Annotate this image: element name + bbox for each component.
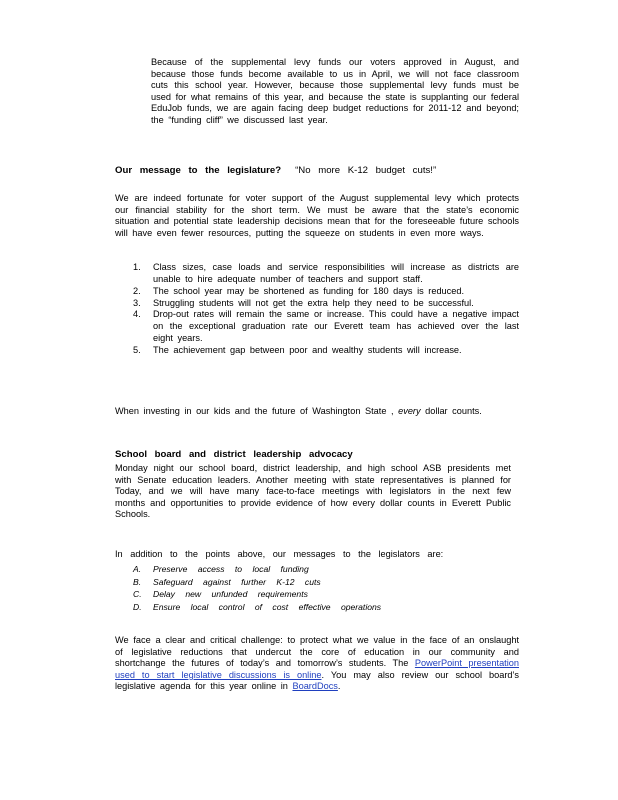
list-item-marker: 3. <box>133 297 141 308</box>
list-item-marker: D. <box>133 601 142 612</box>
list-item <box>133 345 519 357</box>
list-item-marker: 2. <box>133 286 141 297</box>
boarddocs-link[interactable]: BoardDocs <box>292 681 338 692</box>
list-item <box>133 286 519 298</box>
list-item <box>133 309 519 344</box>
advocacy-heading: School board and district leadership advocacy <box>115 449 353 460</box>
list-item-marker: 5. <box>133 345 141 356</box>
every-dollar-emphasis: every <box>398 406 421 416</box>
list-item-marker: 1. <box>133 262 141 272</box>
list-item-text: Class sizes, case loads and service responsibilities will increase as districts are unable to hire adequate number of teachers and support staff. <box>153 262 519 284</box>
list-item <box>133 576 463 589</box>
list-item <box>133 262 519 285</box>
closing-paragraph <box>115 635 519 693</box>
list-item-text: Ensure local control of cost effective operations <box>153 601 382 612</box>
closing-text-after: . <box>337 681 341 692</box>
legislative-points-list <box>133 563 463 613</box>
message-paragraph: We are indeed fortunate for voter support of the August supplemental levy which protects our financial stability for the short term. We must be aware that the state’s economic situation and potential state leadership decisions mean that for the foreseeable future schools will have even fewer resources, putting the squeeze on students in even more ways. <box>115 193 519 238</box>
list-item-text: The achievement gap between poor and wealthy students will increase. <box>153 345 462 356</box>
advocacy-paragraph: Monday night our school board, district leadership, and high school ASB presidents met with Senate education leaders. Another meeting with state representatives is planned for Today, and we will have many face-to-face meetings with legislators in the next few months and opportunities to provide evidence of how every dollar counts in Everett Public Schools. <box>115 463 511 520</box>
intro-paragraph: Because of the supplemental levy funds our voters approved in August, and because those funds become available to us in April, we will not face classroom cuts this school year. However, because those supplemental levy funds must be used for what remains of this year, and because the state is supplanting our federal EduJob funds, we are again facing deep budget reductions for 2011-12 and beyond; the “funding cliff” we discussed last year. <box>151 57 519 125</box>
list-item-text: Delay new unfunded requirements <box>153 589 308 600</box>
list-item <box>133 298 519 310</box>
points-intro: In addition to the points above, our messages to the legislators are: <box>115 549 444 559</box>
every-dollar-text-before: When investing in our kids and the future of Washington State , <box>115 406 394 416</box>
powerpoint-presentation-link[interactable]: PowerPoint presentation used to start legislative discussions is online <box>115 658 519 680</box>
list-item <box>133 601 463 614</box>
list-item <box>133 563 463 576</box>
list-item-text: Preserve access to local funding <box>153 564 309 574</box>
list-item <box>133 588 463 601</box>
list-item-marker: 4. <box>133 309 141 320</box>
closing-text-before: We face a clear and critical challenge: to protect what we value in the face of an onslaught of legislative reductions that undercut the core of education in our community and shortchange the futures of today’s and tomorrow’s students. The <box>115 635 519 669</box>
list-item-marker: C. <box>133 589 142 600</box>
list-item-text: Drop-out rates will remain the same or increase. This could have a negative impact on the exceptional graduation rate our Everett team has achieved over the last eight years. <box>153 309 519 343</box>
message-heading <box>115 165 436 176</box>
closing-text-middle: . You may also review our school board’s legislative agenda for this year online in <box>115 669 519 692</box>
list-item-marker: B. <box>133 576 142 587</box>
every-dollar-text-after: dollar counts. <box>425 406 482 416</box>
message-heading-title: Our message to the legislature? <box>115 165 282 176</box>
list-item-marker: A. <box>133 564 142 574</box>
list-item-text: The school year may be shortened as funding for 180 days is reduced. <box>153 286 465 297</box>
list-item-text: Safeguard against further K-12 cuts <box>153 576 321 587</box>
list-item-text: Struggling students will not get the extra help they need to be successful. <box>153 297 474 308</box>
message-heading-quote: “No more K-12 budget cuts!” <box>295 165 437 176</box>
impact-list <box>133 262 519 357</box>
every-dollar-paragraph <box>115 406 519 418</box>
